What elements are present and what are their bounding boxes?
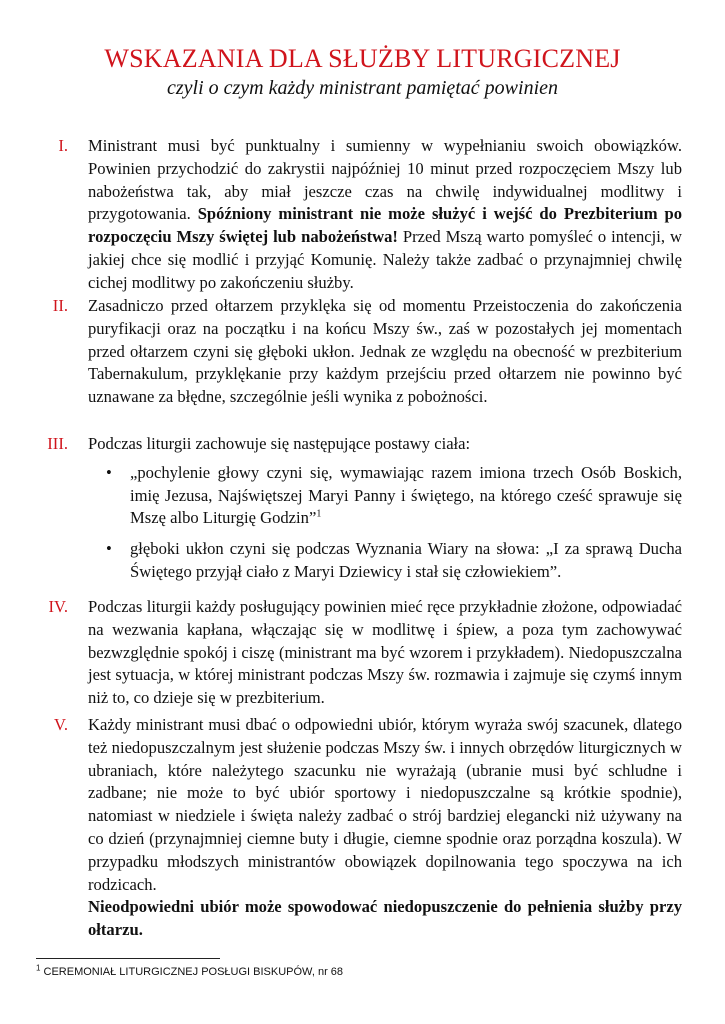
section-2 bbox=[88, 295, 682, 409]
section-1-paragraph bbox=[88, 135, 682, 295]
list-item bbox=[88, 462, 682, 530]
section-4-text: Podczas liturgii każdy posługujący powinien mieć ręce przykładnie złożone, odpowiadać na wezwania kapłana, włączając się w modlitwę i śpiew, a poza tym zachowywać bezwzględnie spokój i ciszę (ministrant ma być wzorem i przykładem). Niedopuszczalna jest sytuacja, w której ministrant podczas Mszy św. rozmawia i zajmuje się czymś innym niż to, co dzieje się w prezbiterium. bbox=[88, 597, 682, 708]
section-5-text: Każdy ministrant musi dbać o odpowiedni ubiór, którym wyraża swój szacunek, dlatego też niedopuszczalnym jest służenie podczas Mszy św. i innych obrzędów liturgicznych w ubraniach, które należytego szacunku nie wyrażają (ubranie musi być schludne i zadbane; nie może to być ubiór sportowy i niedopuszczalne są krótkie spodnie), natomiast w niedziele i święta należy zadbać o strój bardziej elegancki niż używany na co dzień (przynajmniej ciemne buty i długie, ciemne spodnie oraz porządna koszula). W przypadku młodszych ministrantów obowiązek dopilnowania tego spoczywa na ich rodzicach. bbox=[88, 715, 682, 894]
section-number-5: V. bbox=[54, 715, 68, 734]
bullet-icon: • bbox=[106, 462, 112, 482]
section-number-4: IV. bbox=[48, 597, 68, 616]
section-2-text: Zasadniczo przed ołtarzem przyklęka się od momentu Przeistoczenia do zakończenia puryfikacji oraz na początku i na końcu Mszy św., zaś w pozostałych jej momentach przed ołtarzem czyni się głęboki ukłon. Jednak ze względu na obecność w prezbiterium Tabernakulum, przyklękanie przy każdym przejściu przed ołtarzem nie powinno być uznawane za błędne, szczególnie jeśli wynika z pobożności. bbox=[88, 296, 682, 407]
posture-list bbox=[88, 462, 682, 584]
section-5-bold-text: Nieodpowiedni ubiór może spowodować niedopuszczenie do pełnienia służby przy ołtarzu. bbox=[88, 897, 682, 940]
section-5-bold-warning bbox=[88, 896, 682, 942]
page-subtitle: czyli o czym każdy ministrant pamiętać powinien bbox=[166, 77, 559, 99]
section-number-2: II. bbox=[52, 296, 68, 315]
section-number-1: I. bbox=[58, 136, 68, 155]
footnote-divider bbox=[36, 958, 220, 959]
footnote bbox=[36, 963, 344, 978]
page-title: WSKAZANIA DLA SŁUŻBY LITURGICZNEJ bbox=[104, 44, 621, 73]
footnote-text: CEREMONIAŁ LITURGICZNEJ POSŁUGI BISKUPÓW, nr 68 bbox=[40, 966, 344, 978]
bullet-icon: • bbox=[106, 539, 112, 559]
list-item bbox=[88, 538, 682, 584]
section-3-text: Podczas liturgii zachowuje się następujące postawy ciała: bbox=[88, 434, 471, 453]
footnote-reference: 1 bbox=[316, 508, 322, 520]
section-3 bbox=[88, 433, 682, 592]
section-4 bbox=[88, 596, 682, 710]
section-1-text-a: Ministrant musi być punktualny i sumienny w wypełnianiu swoich obowiązków. Powinien przychodzić do zakrystii najpóźniej 10 minut przed rozpoczęciem Mszy lub nabożeństwa tak, aby miał jeszcze czas na chwilę indywidualnej modlitwy i przygotowania. bbox=[88, 136, 682, 224]
section-1-text-b: Przed Mszą warto pomyśleć o intencji, w jakiej chce się modlić i przyjąć Komunię. Należy także zadbać o przynajmniej chwilę cichej modlitwy po zakończeniu służby. bbox=[88, 227, 682, 292]
section-number-3: III. bbox=[47, 434, 68, 453]
list-item-text: głęboki ukłon czyni się podczas Wyznania Wiary na słowa: „I za sprawą Ducha Świętego przyjął ciało z Maryi Dziewicy i stał się człowiekiem”. bbox=[130, 539, 682, 581]
list-item-text: „pochylenie głowy czyni się, wymawiając razem imiona trzech Osób Boskich, imię Jezusa, Najświętszej Maryi Panny i świętego, na którego cześć sprawuje się Mszę albo Liturgię Godzin” bbox=[130, 462, 682, 528]
section-1 bbox=[88, 135, 682, 295]
section-1-bold-warning: Spóźniony ministrant nie może służyć i wejść do Prezbiterium po rozpoczęciu Mszy świętej lub nabożeństwa! bbox=[88, 204, 683, 247]
section-5 bbox=[88, 714, 682, 942]
footnote-mark: 1 bbox=[36, 963, 41, 973]
